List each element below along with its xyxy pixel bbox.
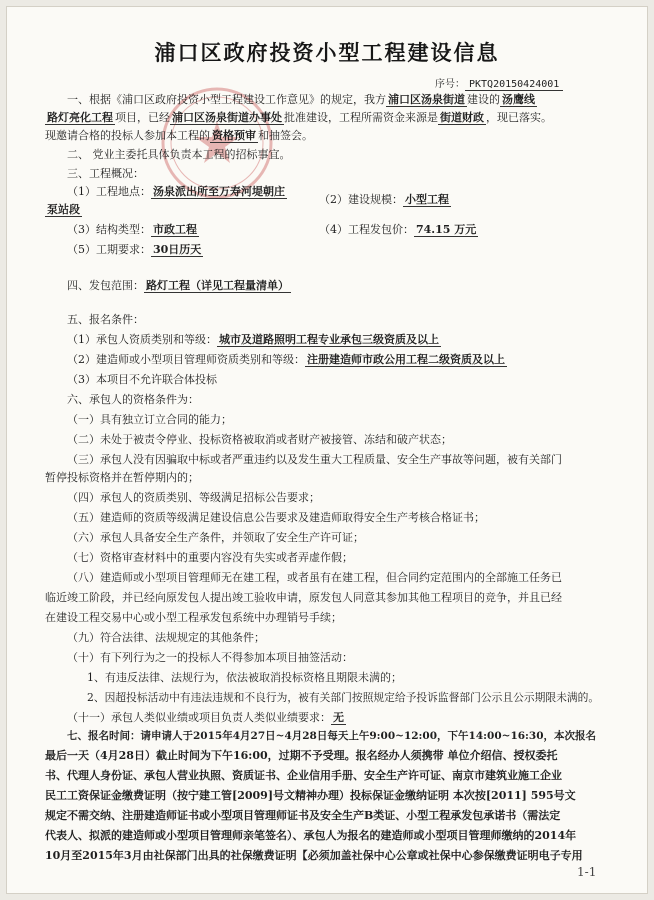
overview-duration: （5）工期要求： 30日历天 (67, 243, 202, 256)
fund-source: 街道财政 (440, 111, 484, 124)
overview-structure: （3）结构类型： 市政工程 (67, 223, 197, 236)
serial-number (435, 75, 563, 91)
para-7-line-5: 规定不需交纳、注册建造师证书或小型项目管理师证书及安全生产B类证、小型工程承发包承诺书（需法定 (45, 809, 561, 822)
qual-10: （十）有下列行为之一的投标人不得参加本项目抽签活动： (67, 651, 353, 664)
para-7-line-6: 代表人、拟派的建造师或小型项目管理师亲笔签名）、承包人为报名的建造师或小型项目管理师缴纳的2014年 (45, 829, 577, 842)
overview-scale: （2）建设规模： 小型工程 (319, 193, 449, 206)
approver: 浦口区汤泉街道办事处 (172, 111, 282, 124)
bidding-method: 资格预审 (212, 129, 256, 142)
para-3: 三、工程概况： (67, 167, 144, 180)
qual-10-1: 1、有违反法律、法规行为，依法被取消投标资格且期限未满的； (87, 671, 402, 684)
qual-8b: 临近竣工阶段，并已经向原发包人提出竣工验收申请，原发包人同意其参加其他工程项目的竞争，并且已经 (45, 591, 562, 604)
project-name-b: 路灯亮化工程 (47, 111, 113, 124)
overview-location-cont: 泵站段 (47, 203, 80, 216)
para-1-line-3: 现邀请合格的投标人参加本工程的 资格预审 和抽签会。 (45, 129, 313, 142)
qual-6: （六）承包人具备安全生产条件，并领取了安全生产许可证； (67, 531, 364, 544)
project-name-a: 汤鹰线 (502, 93, 535, 106)
para-5: 五、报名条件： (67, 313, 144, 326)
qual-9: （九）符合法律、法规规定的其他条件； (67, 631, 265, 644)
qual-5: （五）建造师的资质等级满足建设信息公告要求及建造师取得安全生产考核合格证书； (67, 511, 485, 524)
page-title: 浦口区政府投资小型工程建设信息 (154, 40, 500, 65)
qual-3b: 暂停投标资格并在暂停期内的； (45, 471, 199, 484)
para-7-line-1: 七、报名时间：请申请人于2015年4月27日~4月28日每天上午9:00~12:00，下午14:00~16:30，本次报名 (67, 730, 597, 742)
qual-1: （一）具有独立订立合同的能力； (67, 413, 232, 426)
para-1-line-1: 一、根据《浦口区政府投资小型工程建设工作意见》的规定，我方 浦口区汤泉街道 建设的 汤鹰线 (67, 93, 535, 106)
para-4-scope: 四、发包范围： 路灯工程（详见工程量清单） (67, 279, 289, 292)
overview-price: （4）工程发包价： 74.15 万元 (319, 223, 477, 236)
para-1-line-2: 路灯亮化工程 项目，已经 浦口区汤泉街道办事处 批准建设，工程所需资金来源是 街道财政 ，现已落实。 (47, 111, 552, 124)
document-page (6, 6, 648, 894)
para-7-line-7: 10月至2015年3月由社保部门出具的社保缴费证明【必须加盖社保中心公章或社保中心参保缴费证明电子专用 (45, 849, 583, 862)
page-number: 1-1 (577, 865, 597, 879)
qual-2: （二）未处于被责令停业、投标资格被取消或者财产被接管、冻结和破产状态； (67, 433, 452, 446)
requirement-3: （3）本项目不允许联合体投标 (67, 373, 217, 386)
para-7-line-3: 书、代理人身份证、承包人营业执照、资质证书、企业信用手册、安全生产许可证、南京市建筑业施工企业 (45, 769, 562, 782)
qual-7: （七）资格审查材料中的重要内容没有失实或者弄虚作假； (67, 551, 353, 564)
qual-8a: （八）建造师或小型项目管理师无在建工程，或者虽有在建工程，但合同约定范围内的全部施工任务已 (67, 571, 562, 584)
para-6: 六、承包人的资格条件为： (67, 393, 199, 406)
qual-11: （十一）承包人类似业绩或项目负责人类似业绩要求： 无 (67, 711, 344, 724)
serial-value: PKTQ20150424001 (465, 79, 563, 91)
serial-label: 序号： (435, 79, 465, 90)
para-2: 二、 党业主委托具体负责本工程的招标事宜。 (67, 148, 291, 161)
requirement-1: （1）承包人资质类别和等级： 城市及道路照明工程专业承包三级资质及以上 (67, 333, 439, 346)
para-7-line-2: 最后一天（4月28日）截止时间为下午16:00，过期不予受理。报名经办人须携带 单位介绍信、授权委托 (45, 749, 558, 762)
construction-dept: 浦口区汤泉街道 (388, 93, 465, 106)
para-7-line-4: 民工工资保证金缴费证明（按宁建工管[2009]号文精神办理）投标保证金缴纳证明 本次按[2011] 595号文 (45, 789, 576, 802)
overview-location: （1）工程地点： 汤泉派出所至万寿河堤朝庄 (67, 185, 285, 198)
qual-4: （四）承包人的资质类别、等级满足招标公告要求； (67, 491, 320, 504)
qual-8c: 在建设工程交易中心或小型工程承发包系统中办理销号手续； (45, 611, 342, 624)
qual-10-2: 2、因超投标活动中有违法违规和不良行为，被有关部门按照规定给予投诉监督部门公示且公示期限未满的。 (87, 691, 600, 704)
requirement-2: （2）建造师或小型项目管理师资质类别和等级： 注册建造师市政公用工程二级资质及以上 (67, 353, 505, 366)
qual-3a: （三）承包人没有因骗取中标或者严重违约以及发生重大工程质量、安全生产事故等问题，被有关部门 (67, 453, 562, 466)
